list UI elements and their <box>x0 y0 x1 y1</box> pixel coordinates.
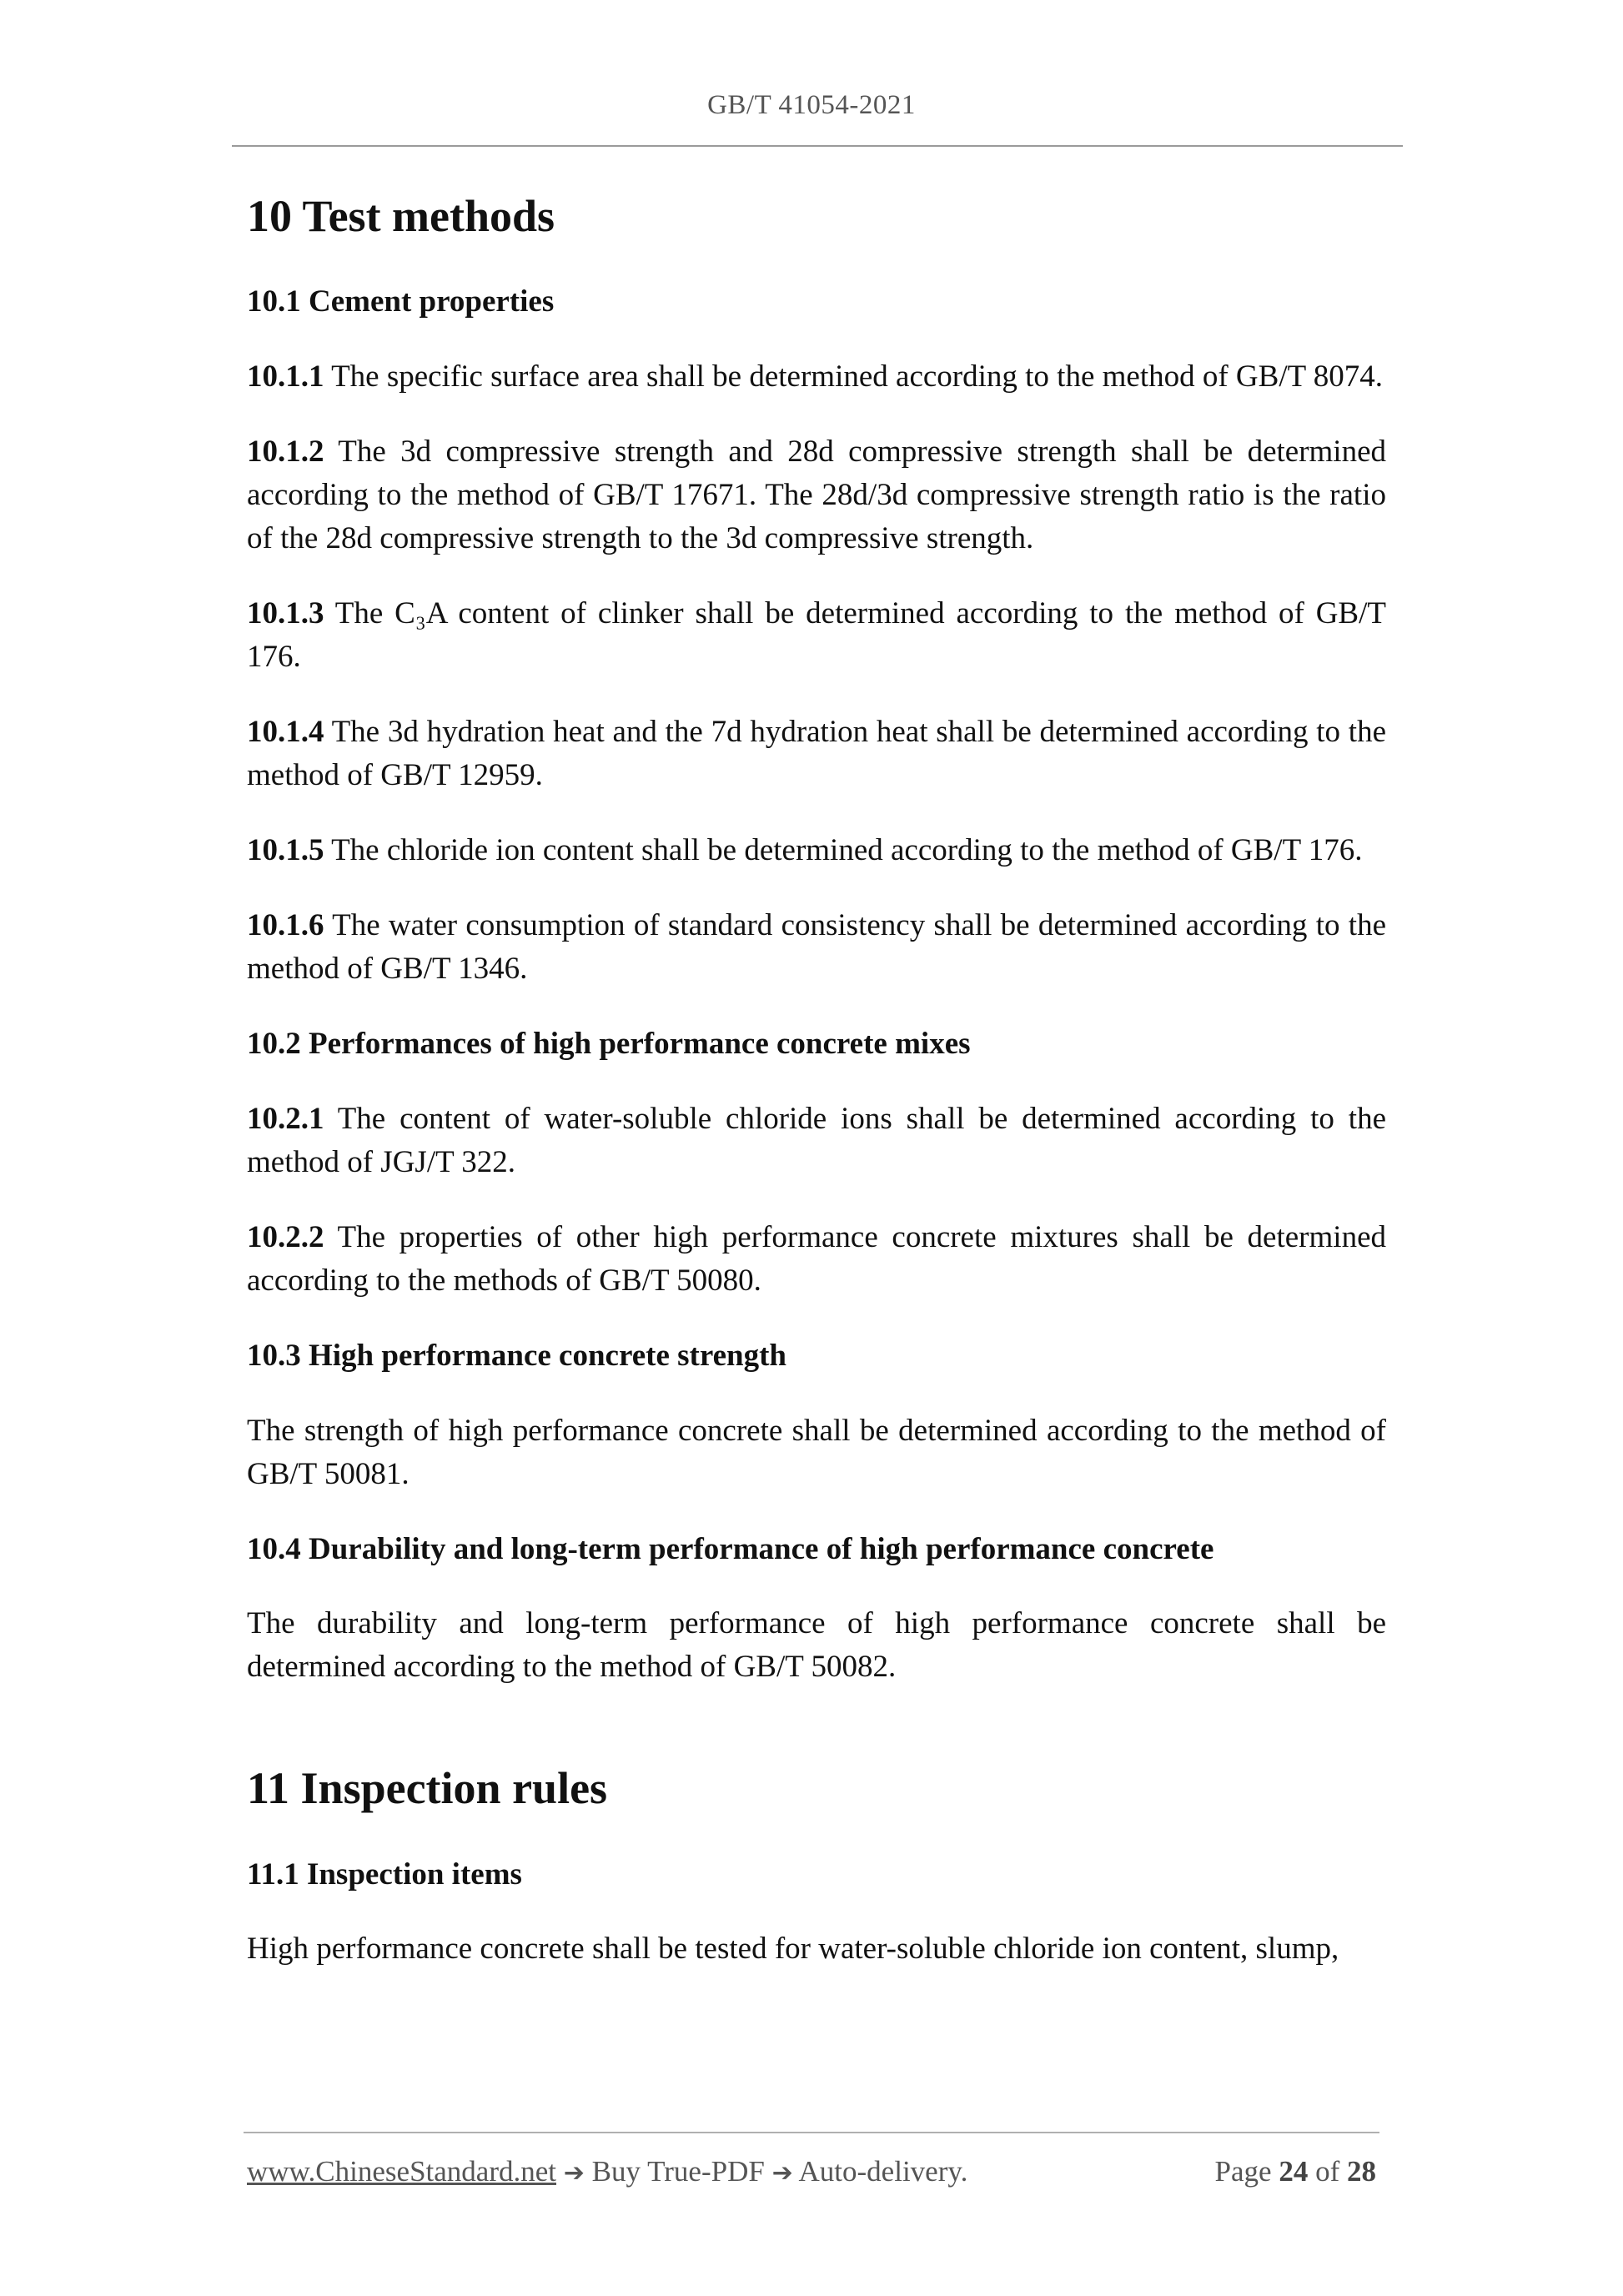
clause-number: 10.2.2 <box>247 1219 324 1254</box>
clause-10-1-3 <box>247 592 1386 679</box>
section-11-1-title: 11.1 Inspection items <box>247 1856 522 1892</box>
clause-text: The chloride ion content shall be determined according to the method of GB/T 176. <box>324 832 1363 867</box>
document-id-header: GB/T 41054-2021 <box>707 90 916 120</box>
section-10-4-text: The durability and long-term performance of high performance concrete shall be determined according to the method of GB/T 50082. <box>247 1606 1386 1685</box>
clause-text: The specific surface area shall be determined according to the method of GB/T 8074. <box>324 359 1384 394</box>
section-10-3-title: 10.3 High performance concrete strength <box>247 1338 787 1373</box>
section-10-2-title: 10.2 Performances of high performance concrete mixes <box>247 1026 971 1061</box>
clause-number: 10.1.6 <box>247 907 324 942</box>
buy-true-pdf-text: Buy True-PDF <box>591 2155 765 2188</box>
clause-text: The 3d hydration heat and the 7d hydration heat shall be determined according to the method of GB/T 12959. <box>247 714 1386 792</box>
clause-10-1-6 <box>247 904 1386 991</box>
clause-number: 10.1.5 <box>247 832 324 867</box>
website-link[interactable]: www.ChineseStandard.net <box>247 2155 556 2188</box>
clause-10-1-5 <box>247 829 1386 872</box>
clause-number: 10.2.1 <box>247 1101 324 1136</box>
clause-text: The 3d compressive strength and 28d compressive strength shall be determined according to the method of GB/T 17671. The 28d/3d compressive strength ratio is the ratio of the 28d compressive strength to the 3d compressive strength. <box>247 434 1386 555</box>
page-content <box>247 187 1386 1971</box>
section-10-title: 10 Test methods <box>247 191 555 241</box>
clause-text: The content of water-soluble chloride ions shall be determined according to the method of JGJ/T 322. <box>247 1101 1386 1179</box>
clause-text: The water consumption of standard consistency shall be determined according to the method of GB/T 1346. <box>247 907 1386 986</box>
of-label: of <box>1315 2155 1340 2188</box>
section-11-title: 11 Inspection rules <box>247 1763 608 1814</box>
clause-text: The properties of other high performance concrete mixtures shall be determined according to the methods of GB/T 50080. <box>247 1219 1386 1298</box>
clause-number: 10.1.3 <box>247 595 324 631</box>
clause-10-2-2 <box>247 1216 1386 1303</box>
footer-promo <box>247 2155 967 2188</box>
current-page: 24 <box>1279 2155 1309 2188</box>
clause-number: 10.1.4 <box>247 714 324 749</box>
clause-10-1-2 <box>247 430 1386 560</box>
clause-10-1-1 <box>247 355 1386 399</box>
auto-delivery-text: Auto-delivery. <box>798 2155 968 2188</box>
header-divider <box>232 145 1403 147</box>
page-number <box>1215 2155 1376 2188</box>
clause-text: The C₃A content of clinker shall be determined according to the method of GB/T 176. <box>247 595 1386 674</box>
clause-number: 10.1.1 <box>247 359 324 394</box>
page-label: Page <box>1214 2155 1272 2188</box>
section-10-4-title: 10.4 Durability and long-term performance of high performance concrete <box>247 1531 1214 1566</box>
right-arrow-icon: ➔ <box>771 2158 793 2188</box>
clause-number: 10.1.2 <box>247 434 324 469</box>
right-arrow-icon: ➔ <box>563 2158 585 2188</box>
clause-10-1-4 <box>247 711 1386 797</box>
page-footer <box>247 2155 1376 2197</box>
section-11-1-text: High performance concrete shall be tested for water-soluble chloride ion content, slump, <box>247 1932 1339 1967</box>
section-10-1-title: 10.1 Cement properties <box>247 284 555 319</box>
clause-10-2-1 <box>247 1098 1386 1184</box>
section-10-3-text: The strength of high performance concrete shall be determined according to the method of GB/T 50081. <box>247 1413 1386 1491</box>
footer-divider <box>244 2132 1379 2133</box>
total-pages: 28 <box>1347 2155 1376 2188</box>
